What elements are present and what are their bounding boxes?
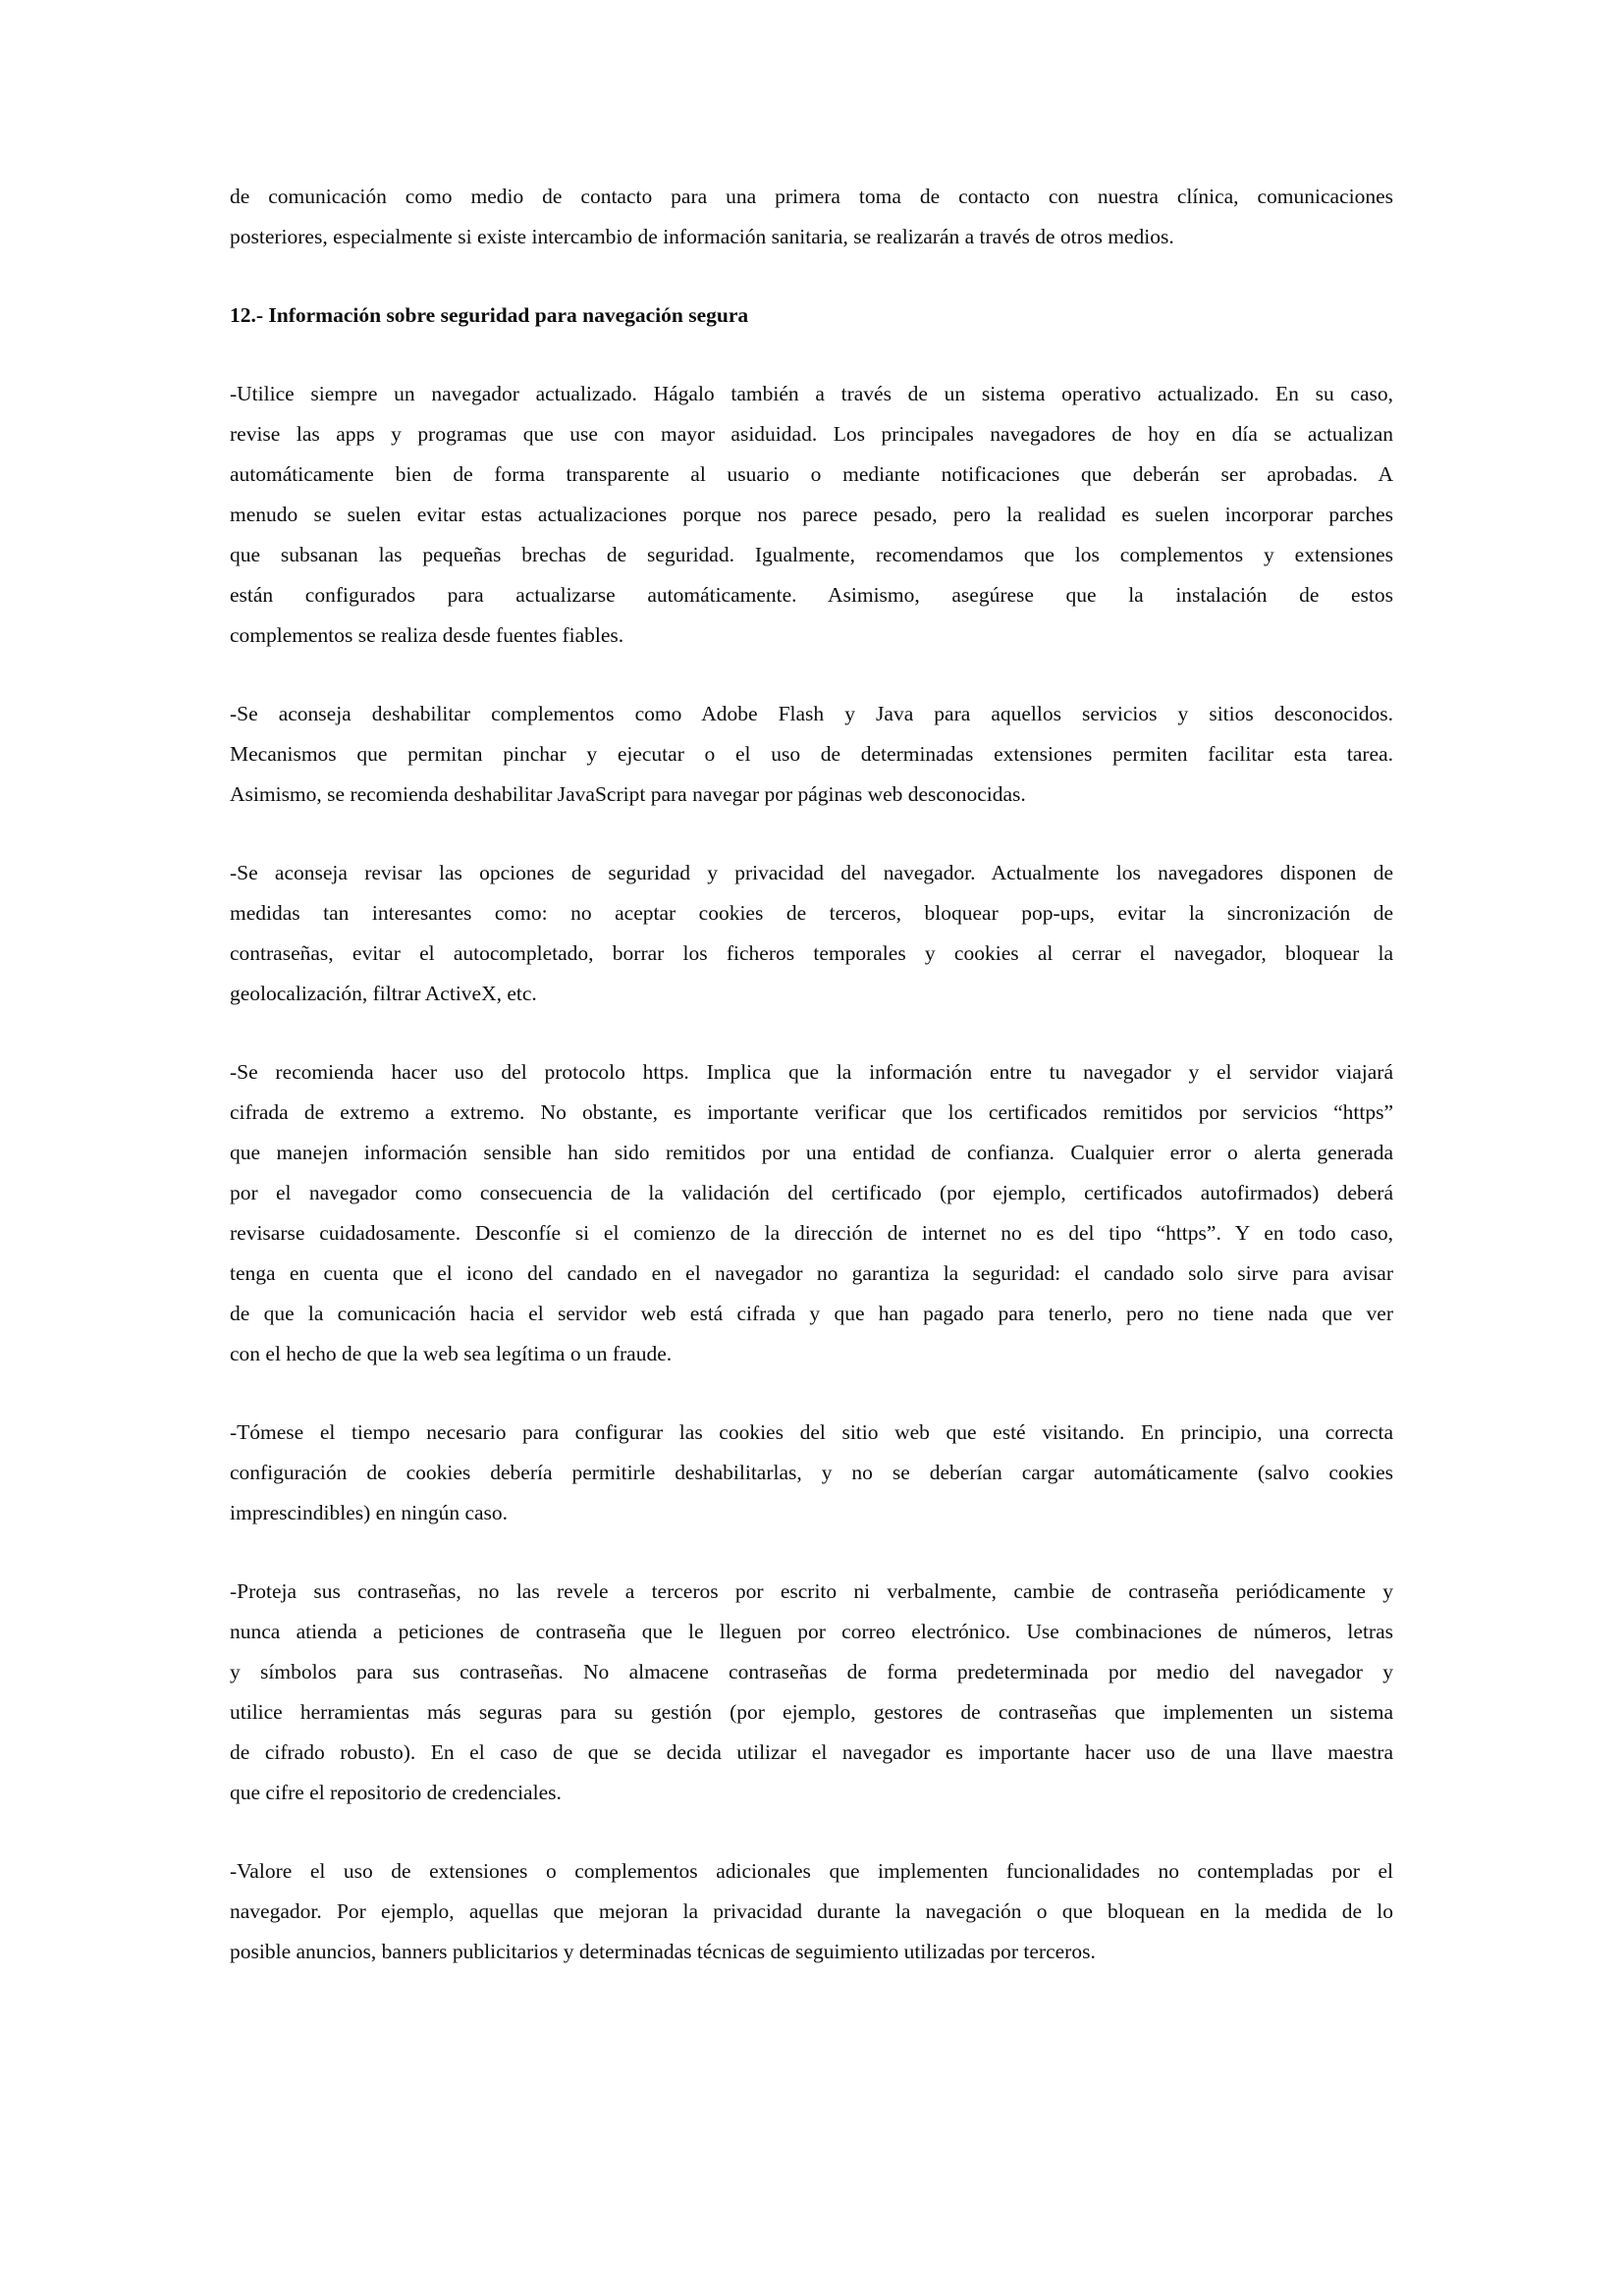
paragraph-intro	[230, 177, 1393, 257]
text-line: posible anuncios, banners publicitarios y determinadas técnicas de seguimiento utilizadas por terceros.	[230, 1940, 1096, 1963]
text-line: medidas tan interesantes como: no aceptar cookies de terceros, bloquear pop-ups, evitar la sincronización de	[230, 901, 1393, 925]
paragraph-https	[230, 1052, 1393, 1374]
text-line: por el navegador como consecuencia de la validación del certificado (por ejemplo, certificados autofirmados) deberá	[230, 1181, 1393, 1204]
text-line: -Valore el uso de extensiones o complementos adicionales que implementen funcionalidades no contempladas por el	[230, 1859, 1393, 1883]
text-line: tenga en cuenta que el icono del candado en el navegador no garantiza la seguridad: el candado solo sirve para avisar	[230, 1261, 1393, 1285]
text-line: automáticamente bien de forma transparente al usuario o mediante notificaciones que deberán ser aprobadas. A	[230, 462, 1393, 486]
text-line: de que la comunicación hacia el servidor web está cifrada y que han pagado para tenerlo, pero no tiene nada que ver	[230, 1302, 1393, 1325]
text-line: y símbolos para sus contraseñas. No almacene contraseñas de forma predeterminada por medio del navegador y	[230, 1660, 1393, 1683]
text-line: nunca atienda a peticiones de contraseña que le lleguen por correo electrónico. Use combinaciones de números, letras	[230, 1620, 1393, 1643]
section-heading: 12.- Información sobre seguridad para navegación segura	[230, 303, 749, 327]
text-line: -Se aconseja deshabilitar complementos como Adobe Flash y Java para aquellos servicios y sitios desconocidos.	[230, 702, 1393, 725]
paragraph-cookies	[230, 1413, 1393, 1533]
text-line: contraseñas, evitar el autocompletado, borrar los ficheros temporales y cookies al cerrar el navegador, bloquear la	[230, 941, 1393, 965]
paragraph-privacy-options	[230, 853, 1393, 1014]
text-line: que cifre el repositorio de credenciales.	[230, 1781, 562, 1804]
text-line: -Se recomienda hacer uso del protocolo https. Implica que la información entre tu navegador y el servidor viajará	[230, 1060, 1393, 1084]
document-page	[230, 177, 1393, 2010]
text-line: imprescindibles) en ningún caso.	[230, 1501, 509, 1524]
paragraph-browser-updates	[230, 374, 1393, 656]
text-line: Mecanismos que permitan pinchar y ejecutar o el uso de determinadas extensiones permiten facilitar esta tarea.	[230, 742, 1393, 766]
text-line: geolocalización, filtrar ActiveX, etc.	[230, 982, 537, 1005]
text-line: con el hecho de que la web sea legítima o un fraude.	[230, 1342, 673, 1365]
text-line: posteriores, especialmente si existe intercambio de información sanitaria, se realizarán a través de otros medios.	[230, 225, 1174, 248]
text-line: -Tómese el tiempo necesario para configurar las cookies del sitio web que esté visitando. En principio, una correcta	[230, 1420, 1393, 1444]
text-line: complementos se realiza desde fuentes fiables.	[230, 623, 624, 647]
paragraph-disable-plugins	[230, 694, 1393, 815]
text-line: navegador. Por ejemplo, aquellas que mejoran la privacidad durante la navegación o que bloquean en la medida de lo	[230, 1899, 1393, 1923]
text-line: menudo se suelen evitar estas actualizaciones porque nos parece pesado, pero la realidad es suelen incorporar parches	[230, 503, 1393, 526]
text-line: -Proteja sus contraseñas, no las revele a terceros por escrito ni verbalmente, cambie de contraseña periódicamente y	[230, 1579, 1393, 1603]
text-line: utilice herramientas más seguras para su gestión (por ejemplo, gestores de contraseñas que implementen un sistema	[230, 1700, 1393, 1724]
text-line: cifrada de extremo a extremo. No obstante, es importante verificar que los certificados remitidos por servicios “https”	[230, 1100, 1393, 1124]
text-line: revisarse cuidadosamente. Desconfíe si el comienzo de la dirección de internet no es del tipo “https”. Y en todo caso,	[230, 1221, 1393, 1245]
text-line: están configurados para actualizarse automáticamente. Asimismo, asegúrese que la instalación de estos	[230, 583, 1393, 607]
text-line: -Se aconseja revisar las opciones de seguridad y privacidad del navegador. Actualmente los navegadores disponen de	[230, 861, 1393, 884]
text-line: de cifrado robusto). En el caso de que se decida utilizar el navegador es importante hacer uso de una llave maestra	[230, 1740, 1393, 1764]
text-line: que subsanan las pequeñas brechas de seguridad. Igualmente, recomendamos que los complementos y extensiones	[230, 543, 1393, 566]
paragraph-passwords	[230, 1572, 1393, 1813]
text-line: configuración de cookies debería permitirle deshabilitarlas, y no se deberían cargar automáticamente (salvo cookies	[230, 1461, 1393, 1484]
text-line: Asimismo, se recomienda deshabilitar JavaScript para navegar por páginas web desconocidas.	[230, 782, 1026, 806]
text-line: revise las apps y programas que use con mayor asiduidad. Los principales navegadores de hoy en día se actualizan	[230, 422, 1393, 446]
text-line: que manejen información sensible han sido remitidos por una entidad de confianza. Cualquier error o alerta generada	[230, 1141, 1393, 1164]
text-line: -Utilice siempre un navegador actualizado. Hágalo también a través de un sistema operativo actualizado. En su caso,	[230, 382, 1393, 405]
text-line: de comunicación como medio de contacto para una primera toma de contacto con nuestra clínica, comunicaciones	[230, 185, 1393, 208]
paragraph-extensions	[230, 1851, 1393, 1972]
